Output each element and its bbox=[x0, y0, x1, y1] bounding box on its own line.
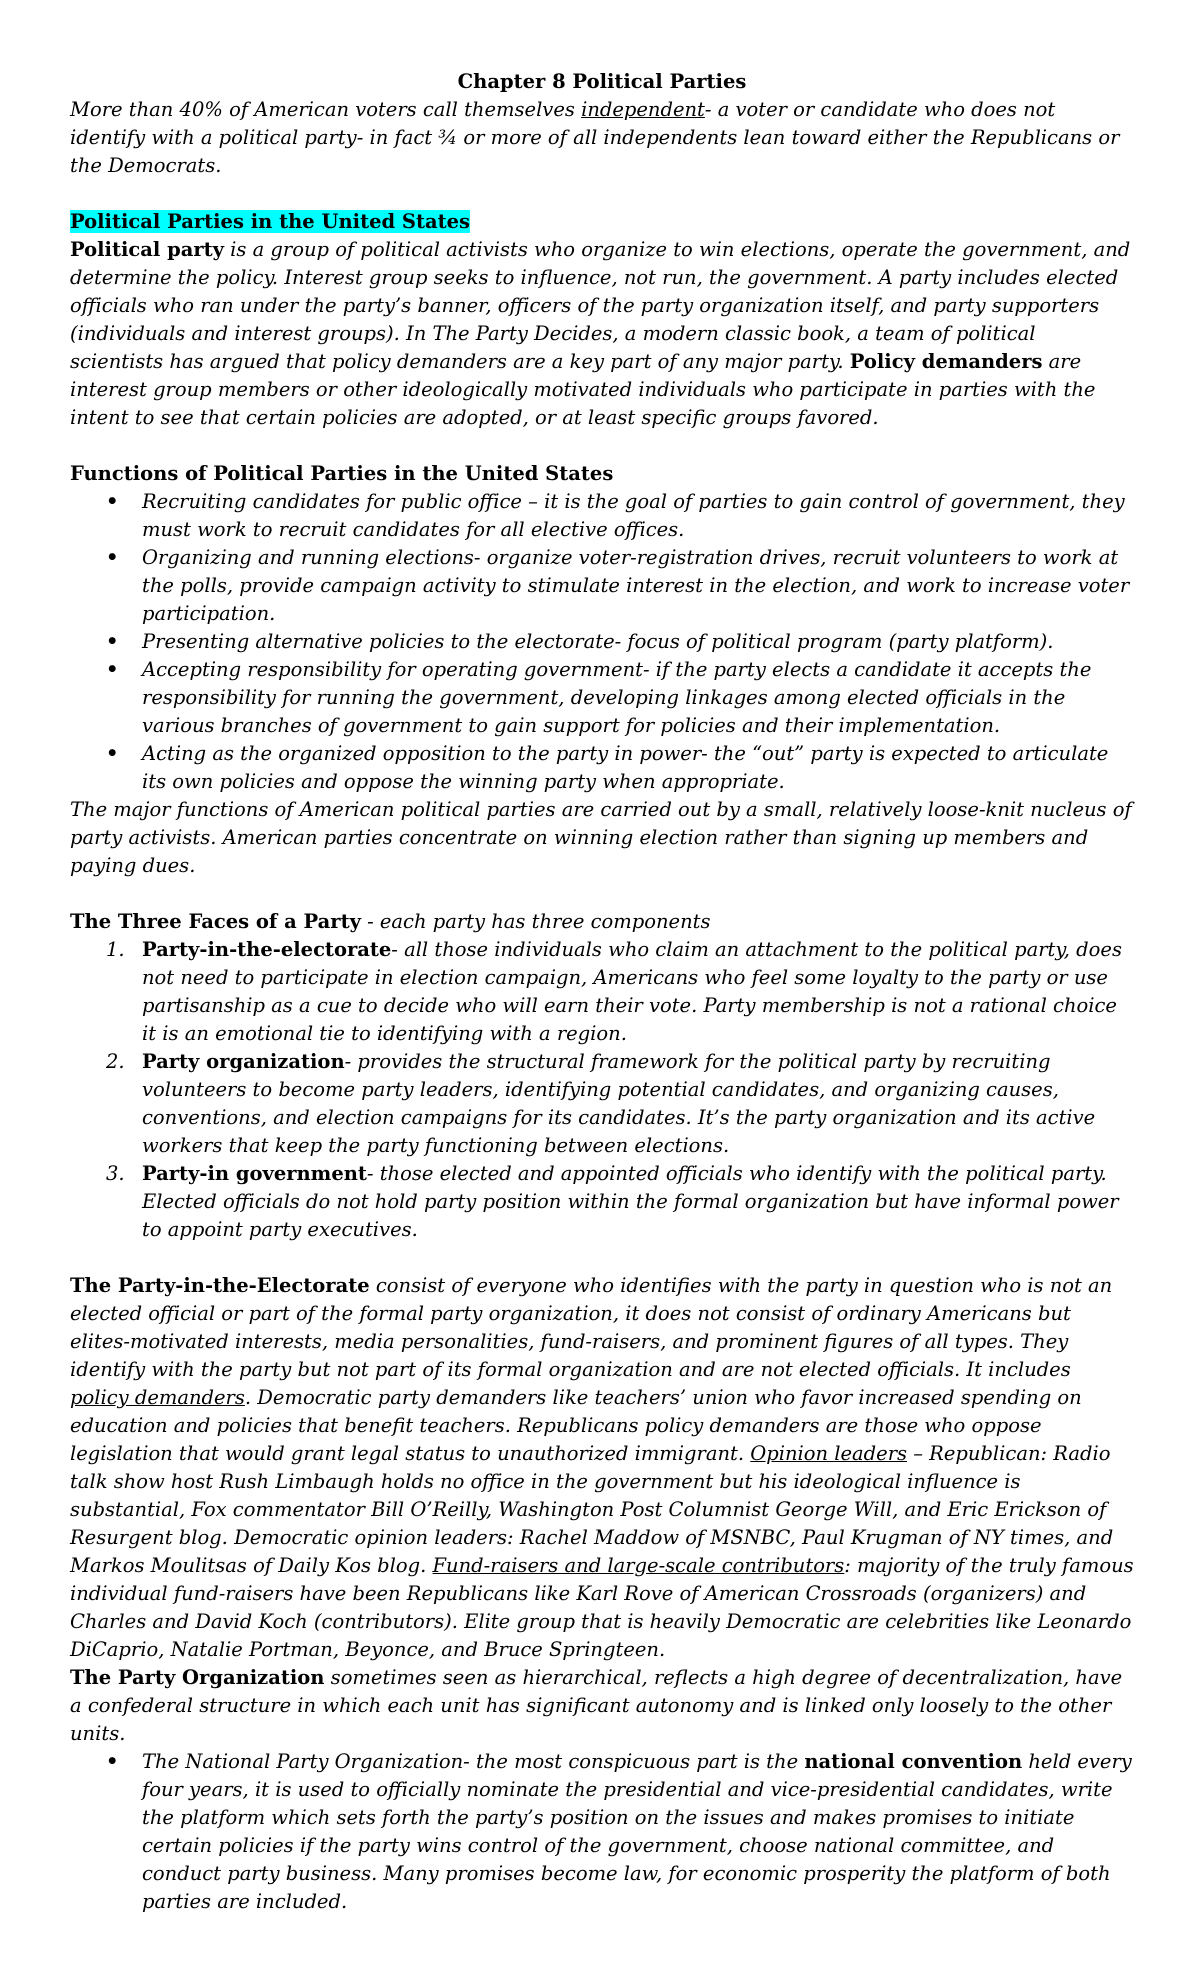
term-opinion-leaders: Opinion leaders bbox=[750, 1442, 908, 1465]
intro-term-independent: independent bbox=[581, 98, 705, 121]
list-item: • Acting as the organized opposition to the party in power- the “out” party is expected to articulate its own policies and oppose the winning party when appropriate. bbox=[70, 740, 1134, 796]
list-item bbox=[70, 1048, 1134, 1160]
electorate-text-2: . Democratic party demanders like teachers’ union who favor increased spending on education and policies that benefit teachers. Republicans policy demanders are those who oppose legislation that would grant legal status to unauthorized immigrant. bbox=[70, 1386, 1082, 1465]
list-number: 1. bbox=[106, 938, 125, 961]
functions-list bbox=[70, 488, 1134, 796]
spacer bbox=[70, 1244, 1134, 1272]
party-organization-paragraph bbox=[70, 1664, 1134, 1748]
electorate-text-1: consist of everyone who identifies with the party in question who is not an elected official or part of the formal party organization, it does not consist of ordinary Americans but elites-motivated interests, media personalities, fund-raisers, and prominent figures of all types. They identify with the party but not part of its formal organization and are not elected officials. It includes bbox=[70, 1274, 1113, 1381]
intro-paragraph bbox=[70, 96, 1134, 180]
list-item: • Recruiting candidates for public office – it is the goal of parties to gain control of government, they must work to recruit candidates for all elective offices. bbox=[70, 488, 1134, 544]
list-item: • Organizing and running elections- organize voter-registration drives, recruit volunteers to work at the polls, provide campaign activity to stimulate interest in the election, and work to increase voter participation. bbox=[70, 544, 1134, 628]
term-political-party: Political party bbox=[70, 238, 224, 261]
spacer bbox=[70, 180, 1134, 208]
face-term: Party-in-the-electorate bbox=[142, 938, 392, 961]
intro-text-post: - a voter or candidate who does not identify with a political party- in fact ¾ or more of all independents lean toward either the Republicans or the Democrats. bbox=[70, 98, 1120, 177]
section-heading-political-parties bbox=[70, 208, 1134, 236]
intro-text-pre: More than 40% of American voters call themselves bbox=[70, 98, 582, 121]
term-fund-raisers: Fund-raisers and large-scale contributors bbox=[432, 1554, 845, 1577]
party-in-electorate-paragraph bbox=[70, 1272, 1134, 1664]
document-page bbox=[70, 68, 1134, 1916]
party-organization-heading: The Party Organization bbox=[70, 1666, 325, 1689]
list-item bbox=[70, 936, 1134, 1048]
spacer bbox=[70, 432, 1134, 460]
list-item: • Presenting alternative policies to the electorate- focus of political program (party platform). bbox=[70, 628, 1134, 656]
face-term: Party organization bbox=[142, 1050, 345, 1073]
national-org-text-pre: The National Party Organization- the most conspicuous part is the bbox=[142, 1750, 805, 1773]
electorate-text-3: – Republican: Radio talk show host Rush Limbaugh holds no office in the government but his ideological influence is substantial, Fox commentator Bill O’Reilly, Washington Post Columnist George Will, and Eric Erickson of Resurgent blog. Democratic opinion leaders: Rachel Maddow of MSNBC, Paul Krugman of NY times, and Markos Moulitsas of Daily Kos blog. bbox=[70, 1442, 1114, 1577]
term-policy-demanders-underlined: policy demanders bbox=[70, 1386, 245, 1409]
face-text: - all those individuals who claim an attachment to the political party, does not need to participate in election campaign, Americans who feel some loyalty to the party or use partisanship as a cue to decide who will earn their vote. Party membership is not a rational choice it is an emotional tie to identifying with a region. bbox=[142, 938, 1122, 1045]
face-term: Party-in government bbox=[142, 1162, 367, 1185]
party-organization-text: sometimes seen as hierarchical, reflects a high degree of decentralization, have a confederal structure in which each unit has significant autonomy and is linked only loosely to the other units. bbox=[70, 1666, 1123, 1745]
three-faces-list bbox=[70, 936, 1134, 1244]
national-org-text-post: held every four years, it is used to officially nominate the presidential and vice-presidential candidates, write the platform which sets forth the party’s position on the issues and makes promises to initiate certain policies if the party wins control of the government, choose national committee, and conduct party business. Many promises become law, for economic prosperity the platform of both parties are included. bbox=[142, 1750, 1132, 1913]
highlighted-heading: Political Parties in the United States bbox=[70, 210, 471, 233]
three-faces-heading: The Three Faces of a Party bbox=[70, 910, 361, 933]
list-item bbox=[70, 1160, 1134, 1244]
functions-closing-paragraph: The major functions of American political parties are carried out by a small, relatively loose-knit nucleus of party activists. American parties concentrate on winning election rather than signing up members and paying dues. bbox=[70, 798, 1132, 877]
list-item bbox=[70, 1748, 1134, 1916]
list-item: • Accepting responsibility for operating government- if the party elects a candidate it accepts the responsibility for running the government, developing linkages among elected officials in the various branches of government to gain support for policies and their implementation. bbox=[70, 656, 1134, 740]
face-text: - provides the structural framework for the political party by recruiting volunteers to become party leaders, identifying potential candidates, and organizing causes, conventions, and election campaigns for its candidates. It’s the party organization and its active workers that keep the party functioning between elections. bbox=[142, 1050, 1096, 1157]
electorate-text-4: : majority of the truly famous individual fund-raisers have been Republicans like Karl Rove of American Crossroads (organizers) and Charles and David Koch (contributors). Elite group that is heavily Democratic are celebrities like Leonardo DiCaprio, Natalie Portman, Beyonce, and Bruce Springteen. bbox=[70, 1554, 1134, 1661]
party-in-electorate-heading: The Party-in-the-Electorate bbox=[70, 1274, 370, 1297]
face-text: - those elected and appointed officials who identify with the political party. Elected officials do not hold party position within the formal organization but have informal power to appoint party executives. bbox=[142, 1162, 1119, 1241]
section-heading-three-faces bbox=[70, 908, 1134, 936]
term-policy-demanders: Policy demanders bbox=[849, 350, 1043, 373]
political-party-text-2: are interest group members or other ideologically motivated individuals who participate in parties with the intent to see that certain policies are adopted, or at least specific groups favored. bbox=[70, 350, 1096, 429]
list-number: 2. bbox=[106, 1050, 125, 1073]
page-title: Chapter 8 Political Parties bbox=[457, 70, 747, 93]
section-heading-functions: Functions of Political Parties in the United States bbox=[70, 462, 614, 485]
term-national-convention: national convention bbox=[804, 1750, 1023, 1773]
political-party-text-1: is a group of political activists who organize to win elections, operate the government, and determine the policy. Interest group seeks to influence, not run, the government. A party includes elected officials who ran under the party’s banner, officers of the party organization itself, and party supporters (individuals and interest groups). In The Party Decides, a modern classic book, a team of political scientists has argued that policy demanders are a key part of any major party. bbox=[70, 238, 1131, 373]
political-party-paragraph bbox=[70, 236, 1134, 432]
list-number: 3. bbox=[106, 1162, 125, 1185]
three-faces-heading-suffix: - each party has three components bbox=[360, 910, 711, 933]
spacer bbox=[70, 880, 1134, 908]
party-organization-list bbox=[70, 1748, 1134, 1916]
